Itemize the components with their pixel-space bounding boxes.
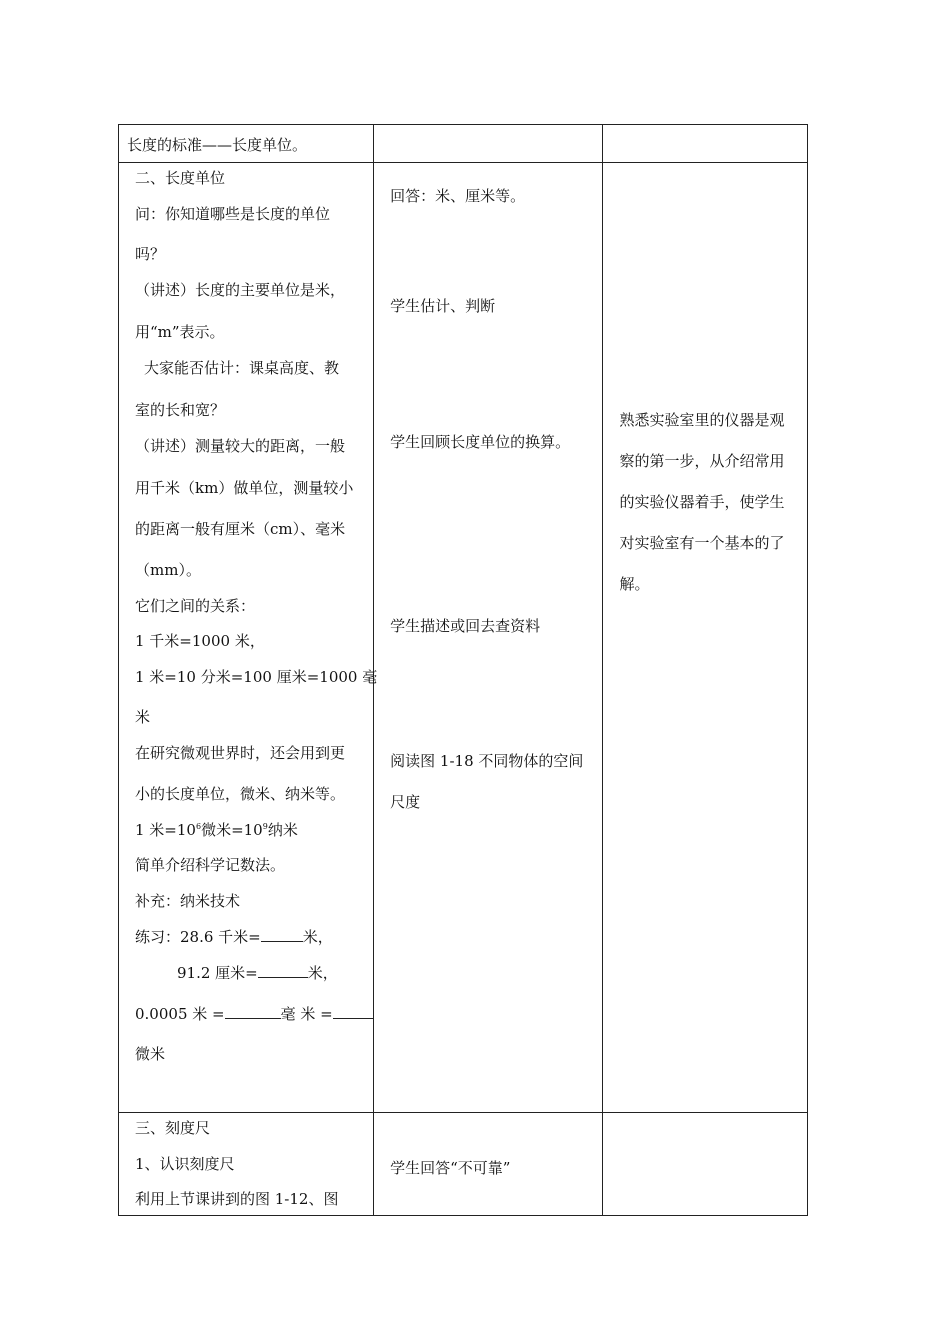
student-activity-content bbox=[382, 163, 594, 1112]
text-line: 学生回顾长度单位的换算。 bbox=[390, 433, 571, 451]
table-row bbox=[119, 1113, 808, 1216]
power-equation: 1 米$=10^6$微米$=10^9$纳米 bbox=[135, 821, 298, 839]
section-heading: 三、刻度尺 bbox=[135, 1119, 211, 1137]
text-line: 察的第一步，从介绍常用 bbox=[619, 452, 785, 470]
text-line: 的实验仪器着手，使学生 bbox=[619, 493, 785, 511]
text-line: 问：你知道哪些是长度的单位 bbox=[135, 205, 331, 223]
text-line: 大家能否估计：课桌高度、教 bbox=[144, 359, 340, 377]
design-intent-content bbox=[611, 163, 799, 1112]
text-line: 它们之间的关系： bbox=[135, 597, 256, 615]
text-line: 尺度 bbox=[390, 793, 421, 811]
text-line: 回答：米、厘米等。 bbox=[390, 187, 526, 205]
text-line: 简单介绍科学记数法。 bbox=[135, 856, 286, 874]
text-line: 利用上节课讲到的图 1-12、图 bbox=[135, 1190, 339, 1208]
text-line: 吗？ bbox=[135, 245, 166, 263]
text-line: 补充：纳米技术 bbox=[135, 892, 241, 910]
row2-teacher-cell bbox=[119, 163, 378, 1113]
text-line: （讲述）测量较大的距离，一般 bbox=[135, 437, 346, 455]
text-line: 解。 bbox=[619, 575, 650, 593]
text-line: 用“m”表示。 bbox=[135, 323, 225, 341]
exercise-line: 91.2 厘米= 米， bbox=[177, 964, 338, 982]
row1-text: 长度的标准——长度单位。 bbox=[127, 136, 308, 154]
text-line: 学生回答“不可靠” bbox=[390, 1159, 511, 1177]
text-line: 用千米（km）做单位，测量较小 bbox=[135, 479, 354, 497]
row3-teacher-cell bbox=[119, 1113, 374, 1216]
row3-design-cell bbox=[603, 1113, 808, 1216]
row2-design-cell bbox=[603, 163, 808, 1113]
exercise-line: 练习：28.6 千米= 米， bbox=[135, 928, 333, 946]
text-line: （mm）。 bbox=[135, 561, 201, 579]
text-line: 1、认识刻度尺 bbox=[135, 1155, 235, 1173]
text-line: 学生描述或回去查资料 bbox=[390, 617, 541, 635]
row1-design-cell bbox=[603, 125, 808, 163]
table-row bbox=[119, 163, 808, 1113]
text-line: 微米 bbox=[135, 1045, 166, 1063]
exercise-line: 0.0005 米 = 毫 米 = bbox=[135, 1003, 373, 1024]
answer-blank bbox=[225, 1004, 281, 1019]
text-line: （讲述）长度的主要单位是米， bbox=[135, 281, 346, 299]
answer-blank bbox=[333, 1004, 373, 1019]
equation-line: 1 米=10 分米=100 厘米=1000 毫 bbox=[135, 668, 378, 686]
table-row bbox=[119, 125, 808, 163]
section-heading: 二、长度单位 bbox=[135, 169, 226, 187]
text-line: 小的长度单位，微米、纳米等。 bbox=[135, 785, 346, 803]
equation-line: 1 千米=1000 米， bbox=[135, 632, 265, 650]
answer-blank bbox=[261, 927, 303, 942]
student-activity-content bbox=[382, 1113, 594, 1215]
teacher-activity-content bbox=[127, 1113, 365, 1215]
answer-blank bbox=[258, 963, 308, 978]
text-line: 学生估计、判断 bbox=[390, 297, 496, 315]
equation-line: 米 bbox=[135, 708, 151, 726]
text-line: 熟悉实验室里的仪器是观 bbox=[619, 411, 785, 429]
text-line: 的距离一般有厘米（cm）、毫米 bbox=[135, 520, 346, 538]
lesson-plan-table bbox=[118, 124, 808, 1216]
text-line: 对实验室有一个基本的了 bbox=[619, 534, 785, 552]
text-line: 室的长和宽？ bbox=[135, 401, 226, 419]
text-line: 在研究微观世界时，还会用到更 bbox=[135, 744, 346, 762]
row1-student-cell bbox=[374, 125, 603, 163]
text-line: 阅读图 1-18 不同物体的空间 bbox=[390, 752, 584, 770]
row1-teacher-cell bbox=[119, 125, 374, 163]
teacher-activity-content bbox=[127, 163, 378, 1112]
row2-student-cell bbox=[374, 163, 603, 1113]
row3-student-cell bbox=[374, 1113, 603, 1216]
